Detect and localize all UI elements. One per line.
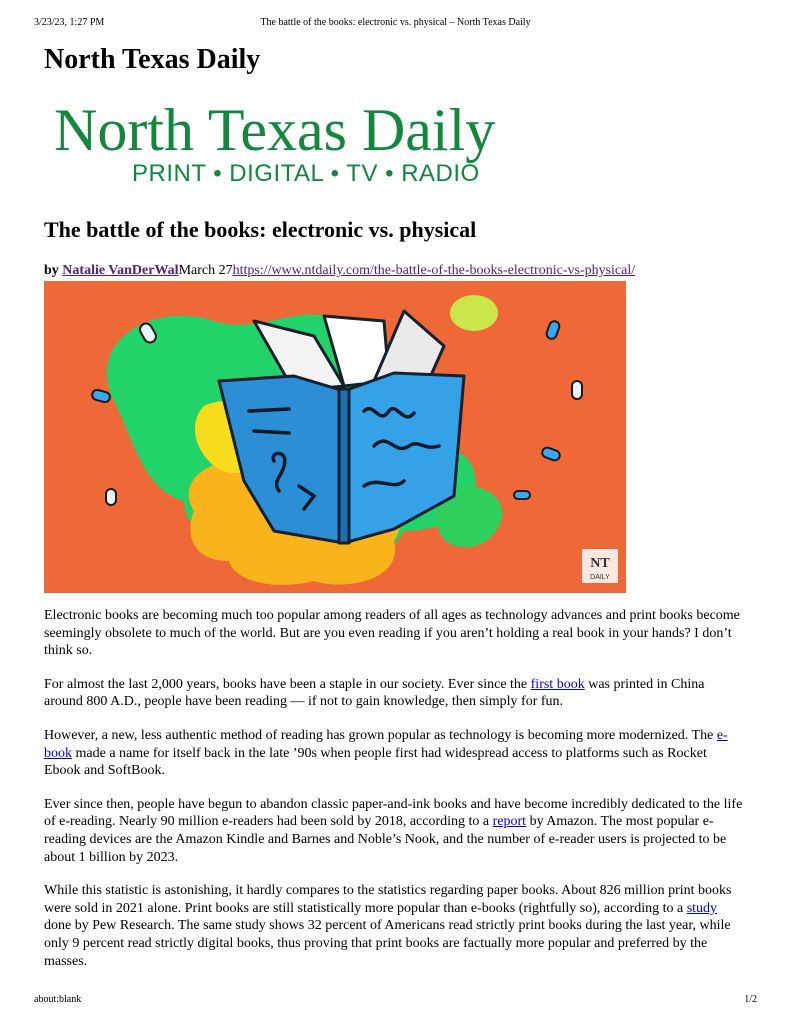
paragraph-4	[44, 796, 744, 866]
e-book-link[interactable]: e-book	[44, 727, 728, 761]
badge-nt: NT	[590, 556, 610, 571]
hero-illustration	[44, 281, 626, 593]
article-url-link[interactable]: https://www.ntdaily.com/the-battle-of-the-books-electronic-vs-physical/	[232, 263, 636, 278]
paragraph-5-text-after: done by Pew Research. The same study shows 32 percent of Americans read strictly print books during the last year, while only 9 percent read strictly digital books, thus proving that print books are factually more popular and preferred by the masses.	[44, 918, 731, 969]
badge-daily: DAILY	[590, 574, 610, 581]
print-timestamp: 3/23/23, 1:27 PM	[34, 17, 105, 28]
site-logo[interactable]	[50, 92, 560, 192]
report-link[interactable]: report	[492, 814, 527, 830]
paragraph-4-text-before: Ever since then, people have begun to abandon classic paper-and-ink books and have become incredibly dedicated to the life of e-reading. Nearly 90 million e-readers had been sold by 2018, according to a	[44, 796, 743, 830]
study-link[interactable]: study	[686, 900, 718, 916]
print-page-number: 1/2	[744, 994, 757, 1005]
print-page-title: The battle of the books: electronic vs. physical – North Texas Daily	[260, 17, 531, 28]
logo-name: North Texas Daily	[54, 97, 496, 163]
paragraph-2	[44, 676, 744, 711]
paragraph-2-text-after: was printed in China around 800 A.D., people have been reading — if not to gain knowledge, then simply for fun.	[44, 676, 705, 710]
article-body	[44, 607, 744, 986]
byline	[44, 263, 635, 279]
book-illustration	[44, 281, 626, 593]
paragraph-3-text-after: made a name for itself back in the late ’90s when people first had widespread access to platforms such as Rocket Ebook and SoftBook.	[44, 745, 707, 779]
paragraph-2-text-before: For almost the last 2,000 years, books have been a staple in our society. Ever since the	[44, 676, 531, 692]
paragraph-5	[44, 882, 744, 970]
paragraph-3	[44, 727, 744, 780]
paragraph-5-text-before: While this statistic is astonishing, it hardly compares to the statistics regarding paper books. About 826 million print books were sold in 2021 alone. Print books are still statistically more popular than e-books (rightfully so), according to a	[44, 883, 732, 916]
site-title: North Texas Daily	[44, 44, 261, 75]
paragraph-1	[44, 607, 744, 660]
publish-date: March 27	[178, 263, 233, 278]
paragraph-4-text-after: by Amazon. The most popular e-reading devices are the Amazon Kindle and Barnes and Noble’s Nook, and the number of e-reader users is projected to be about 1 billion by 2023.	[44, 814, 727, 865]
print-location: about:blank	[34, 994, 82, 1005]
byline-by: by	[44, 263, 59, 278]
paragraph-1-text: Electronic books are becoming much too popular among readers of all ages as technology advances and print books become seemingly obsolete to much of the world. But are you even reading if you aren’t holding a real book in your hands? I don’t think so.	[44, 608, 740, 659]
article-title: The battle of the books: electronic vs. physical	[44, 217, 477, 242]
first-book-link[interactable]: first book	[530, 676, 585, 692]
logo-tagline: PRINT • DIGITAL • TV • RADIO	[132, 160, 480, 187]
paragraph-3-text-before: However, a new, less authentic method of reading has grown popular as technology is becoming more modernized. The	[44, 727, 717, 743]
author-link[interactable]: Natalie VanDerWal	[62, 263, 179, 278]
